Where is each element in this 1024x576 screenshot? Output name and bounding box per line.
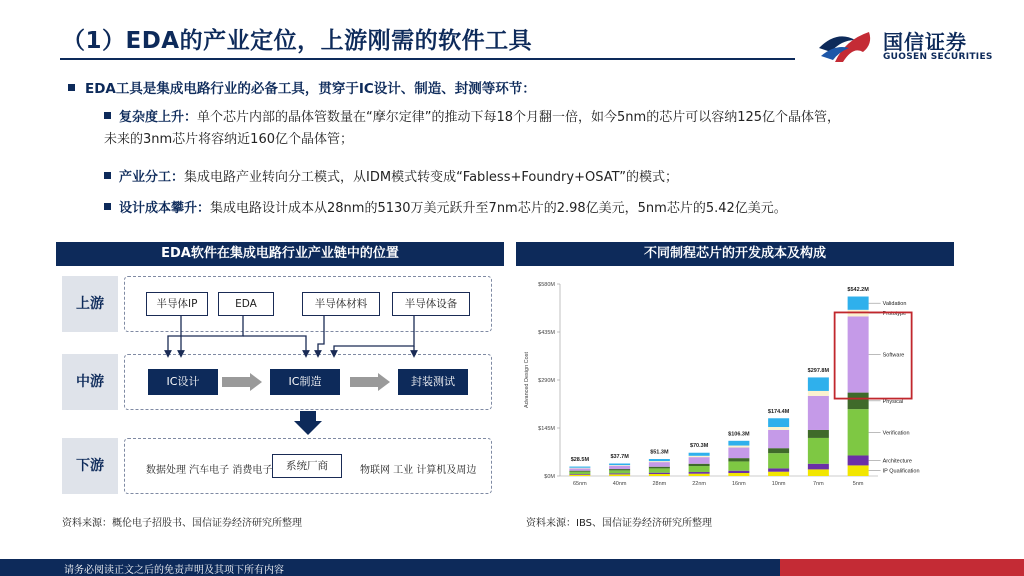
bar-segment bbox=[768, 430, 789, 448]
bullet-square-icon bbox=[68, 84, 75, 91]
bar-segment bbox=[808, 391, 829, 396]
x-tick-label: 22nm bbox=[692, 481, 707, 487]
logo-cn-text: 国信证券 bbox=[883, 30, 967, 54]
bar-segment bbox=[768, 418, 789, 427]
bar-segment bbox=[808, 377, 829, 391]
bar-segment bbox=[689, 457, 710, 464]
down-arrow-icon bbox=[294, 411, 322, 435]
bar-segment bbox=[689, 464, 710, 466]
legend-label: Verification bbox=[882, 430, 910, 437]
total-label: $70.3M bbox=[689, 443, 709, 450]
bullet-square-icon bbox=[104, 172, 111, 179]
bar-segment bbox=[728, 446, 749, 448]
upstream-item: EDA bbox=[218, 292, 274, 316]
upstream-item: 半导体材料 bbox=[302, 292, 380, 316]
flow-arrow-icon bbox=[350, 373, 390, 391]
total-label: $542.2M bbox=[847, 287, 869, 294]
bar-segment bbox=[728, 441, 749, 446]
y-tick-label: $580M bbox=[538, 282, 555, 288]
bar-segment bbox=[768, 453, 789, 468]
bullet-keyword: 设计成本攀升： bbox=[119, 201, 211, 216]
x-tick-label: 10nm bbox=[771, 481, 786, 487]
y-tick-label: $0M bbox=[544, 474, 555, 480]
downstream-left-text: 数据处理 汽车电子 消费电子 bbox=[146, 465, 273, 476]
bar-segment bbox=[728, 473, 749, 476]
bar-segment bbox=[808, 469, 829, 476]
bar-segment bbox=[728, 461, 749, 470]
downstream-center-item: 系统厂商 bbox=[272, 454, 342, 478]
bar-segment bbox=[649, 467, 670, 469]
bullet-keyword: 复杂度上升： bbox=[119, 110, 198, 125]
bullet-square-icon bbox=[104, 203, 111, 210]
right-panel-source: 资料来源：IBS、国信证券经济研究所整理 bbox=[526, 518, 712, 529]
bullet-keyword: 产业分工： bbox=[119, 170, 185, 185]
bar-segment bbox=[569, 471, 590, 472]
bullet-text: 集成电路设计成本从28nm的5130万美元跃升至7nm芯片的2.98亿美元，5nm芯片的5.42亿美元。 bbox=[210, 201, 787, 216]
bar-segment bbox=[848, 465, 869, 476]
bar-segment bbox=[689, 456, 710, 457]
bar-segment bbox=[808, 430, 829, 438]
bar-segment bbox=[609, 465, 630, 466]
bar-segment bbox=[808, 396, 829, 430]
bar-segment bbox=[768, 472, 789, 476]
bar-segment bbox=[728, 458, 749, 461]
legend-label: Validation bbox=[882, 301, 907, 308]
title-underline bbox=[60, 58, 795, 60]
bar-segment bbox=[569, 468, 590, 470]
midstream-item: IC制造 bbox=[270, 369, 340, 395]
left-panel-title: EDA软件在集成电路行业产业链中的位置 bbox=[56, 242, 504, 266]
bar-segment bbox=[649, 474, 670, 476]
bar-segment bbox=[609, 469, 630, 470]
bar-segment bbox=[649, 459, 670, 461]
logo-mark-icon bbox=[815, 22, 877, 66]
total-label: $174.4M bbox=[767, 408, 790, 415]
bullet-text: 集成电路产业转向分工模式，从IDM模式转变成“Fabless+Foundry+OSAT”的模式； bbox=[184, 170, 678, 185]
bar-segment bbox=[848, 409, 869, 455]
design-cost-chart bbox=[516, 270, 954, 498]
bar-segment bbox=[609, 473, 630, 474]
bar-segment bbox=[649, 468, 670, 472]
bar-segment bbox=[569, 467, 590, 468]
bar-segment bbox=[649, 473, 670, 474]
midstream-item: 封装测试 bbox=[398, 369, 468, 395]
x-tick-label: 40nm bbox=[612, 481, 627, 487]
bar-segment bbox=[609, 466, 630, 469]
bar-segment bbox=[728, 448, 749, 459]
upstream-item: 半导体IP bbox=[146, 292, 208, 316]
bar-segment bbox=[609, 464, 630, 466]
total-label: $106.3M bbox=[728, 431, 750, 438]
total-label: $37.7M bbox=[610, 454, 629, 461]
main-bullet bbox=[68, 77, 536, 97]
bar-segment bbox=[808, 438, 829, 464]
bar-segment bbox=[569, 472, 590, 474]
logo-en-text: GUOSEN SECURITIES bbox=[883, 52, 993, 62]
x-tick-label: 16nm bbox=[731, 481, 746, 487]
main-bullet-text: EDA工具是集成电路行业的必备工具，贯穿于IC设计、制造、封测等环节： bbox=[85, 81, 536, 97]
x-tick-label: 65nm bbox=[572, 481, 587, 487]
bar-segment bbox=[768, 427, 789, 430]
legend-label: Prototype bbox=[882, 311, 907, 318]
x-tick-label: 7nm bbox=[813, 481, 824, 487]
downstream-right-text: 物联网 工业 计算机及周边 bbox=[360, 465, 477, 476]
bar-segment bbox=[689, 474, 710, 476]
bar-segment bbox=[689, 466, 710, 472]
total-label: $297.8M bbox=[807, 367, 830, 374]
bar-segment bbox=[848, 455, 869, 465]
total-label: $28.5M bbox=[570, 457, 590, 464]
bullet-item-division bbox=[104, 167, 984, 189]
page-title: （1）EDA的产业定位，上游刚需的软件工具 bbox=[62, 28, 533, 54]
legend-label: Architecture bbox=[882, 458, 912, 465]
bullet-text: 单个芯片内部的晶体管数量在“摩尔定律”的推动下每18个月翻一倍，如今5nm的芯片可以容纳125亿个晶体管， bbox=[197, 110, 841, 125]
bar-segment bbox=[569, 474, 590, 475]
right-panel-title: 不同制程芯片的开发成本及构成 bbox=[516, 242, 954, 266]
row-label-midstream: 中游 bbox=[62, 354, 118, 410]
left-panel-source: 资料来源：概伦电子招股书、国信证券经济研究所整理 bbox=[62, 518, 302, 529]
bullet-item-complexity bbox=[104, 107, 984, 151]
row-label-upstream: 上游 bbox=[62, 276, 118, 332]
bullet-square-icon bbox=[104, 112, 111, 119]
bar-segment bbox=[609, 474, 630, 476]
bar-segment bbox=[649, 462, 670, 467]
total-label: $51.3M bbox=[650, 449, 669, 456]
bar-segment bbox=[569, 468, 590, 469]
bar-segment bbox=[689, 472, 710, 474]
footer-disclaimer: 请务必阅读正文之后的免责声明及其项下所有内容 bbox=[64, 565, 284, 576]
bar-segment bbox=[848, 297, 869, 310]
bar-segment bbox=[808, 464, 829, 470]
flow-arrow-icon bbox=[222, 373, 262, 391]
legend-label: IP Qualification bbox=[882, 468, 920, 475]
y-axis-label: Advanced Design Cost bbox=[524, 352, 530, 408]
bar-segment bbox=[609, 470, 630, 473]
company-logo bbox=[815, 22, 1015, 66]
bar-segment bbox=[768, 448, 789, 453]
bar-segment bbox=[768, 468, 789, 471]
x-tick-label: 28nm bbox=[652, 481, 667, 487]
upstream-item: 半导体设备 bbox=[392, 292, 470, 316]
bar-segment bbox=[728, 471, 749, 473]
x-tick-label: 5nm bbox=[852, 481, 864, 487]
bar-segment bbox=[689, 453, 710, 456]
bar-segment bbox=[569, 475, 590, 476]
bar-segment bbox=[848, 393, 869, 410]
y-tick-label: $435M bbox=[538, 330, 555, 336]
legend-label: Software bbox=[882, 352, 905, 359]
midstream-item: IC设计 bbox=[148, 369, 218, 395]
y-tick-label: $145M bbox=[538, 426, 555, 432]
footer-accent bbox=[780, 559, 1024, 576]
y-tick-label: $290M bbox=[538, 378, 555, 384]
bar-segment bbox=[649, 461, 670, 462]
legend-label: Physical bbox=[882, 398, 904, 405]
bar-segment bbox=[848, 316, 869, 392]
bullet-item-cost bbox=[104, 198, 984, 220]
bullet-text-cont: 未来的3nm芯片将容纳近160亿个晶体管； bbox=[104, 132, 353, 147]
row-label-downstream: 下游 bbox=[62, 438, 118, 494]
